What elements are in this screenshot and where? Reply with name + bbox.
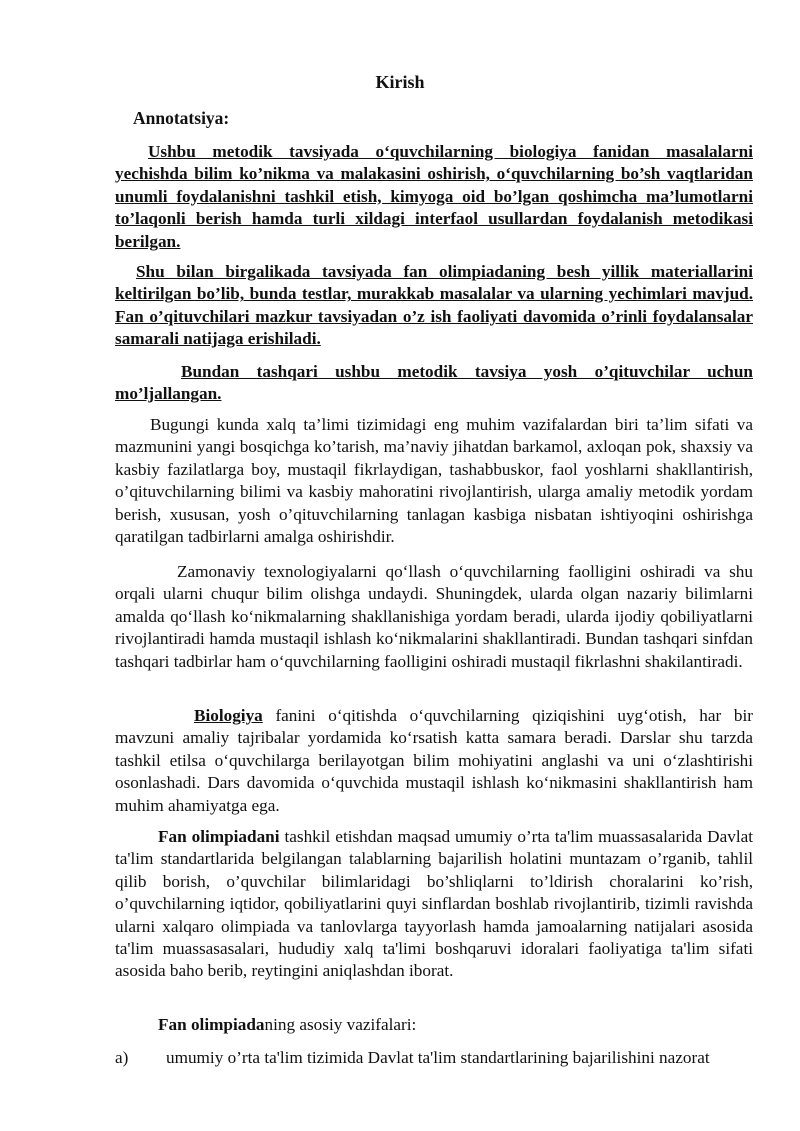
annotation-paragraph-1: Ushbu metodik tavsiyada o‘quvchilarning biologiya fanidan masalalarni yechishda bilim ko’nikma va malakasini oshirish, o‘quvchilarning bo’sh vaqtlaridan unumli foydalanishni tashkil etish, kimyoga oid bo’lgan qoshimcha ma’lumotlarni to’laqonli berish hamda turli xildagi interfaol usullardan foydalanish metodikasi berilgan. [115,142,753,251]
body-paragraph-1: Bugungi kunda xalq ta’limi tizimidagi eng muhim vazifalardan biri ta’lim sifati va mazmunini yangi bosqichga ko’tarish, ma’naviy jihatdan barkamol, axloqan pok, shaxsiy va kasbiy fazilatlarga boy, mustaqil fikrlaydigan, tashabbuskor, faol yoshlarni shakllantirish, o’qituvchilarning bilimi va kasbiy mahoratini rivojlantirish, ularga amaliy metodik yordam berish, xususan, yosh o’qituvchilarning tanlagan kasbiga nisbatan ishtiyoqini oshirishga qaratilgan tadbirlarni amalga oshirishdir. [115,415,753,547]
body-paragraph-5 [115,1014,753,1036]
annotation-label: Annotatsiya: [133,108,230,128]
annotation-paragraph-3: Bundan tashqari ushbu metodik tavsiya yosh o’qituvchilar uchun mo’ljallangan. [115,362,753,404]
list-marker: a) [115,1048,129,1067]
body-paragraph-4 [115,826,753,983]
annotation-paragraph-2: Shu bilan birgalikada tavsiyada fan olimpiadaning besh yillik materiallarini keltirilgan bo’lib, bunda testlar, murakkab masalalar va ularning yechimlari mavjud. Fan o’qituvchilari mazkur tavsiyadan o’z ish faoliyati davomida o’rinli foydalansalar samarali natijaga erishiladi. [115,262,753,349]
list-item [115,1047,755,1069]
fan-olimpiadani-term: Fan olimpiadani [158,827,280,846]
body-paragraph-3 [115,705,753,817]
fan-olimpiada-term: Fan olimpiada [158,1015,265,1034]
body-paragraph-3-text: fanini o‘qitishda o‘quvchilarning qiziqishini uyg‘otish, har bir mavzuni amaliy tajribalar yordamida ko‘rsatish katta samara beradi. Darslar shu tarzda tashkil etilsa o‘quvchilarga berilayotgan bilim mohiyatini anglashi va uni o‘zlashtirishi osonlashadi. Dars davomida o‘quvchida mustaqil ishlash ko‘nikmasini shakllantirish ham muhim ahamiyatga ega. [115,706,753,815]
document-title: Kirish [375,72,425,92]
body-paragraph-4-text: tashkil etishdan maqsad umumiy o’rta ta'lim muassasalarida Davlat ta'lim standartlarida belgilangan talablarning bajarilish holatini muntazam o’rganib, tahlil qilib borish, o’quvchilar bilimlaridagi bo’shliqlarni to’ldirish choralarini ko’rish, o’quvchilarning iqtidor, qobiliyatlarini quyi sinflardan boshlab rivojlantirib, tizimli ravishda ularni xalqaro olimpiada va tanlovlarga tayyorlash hamda jamoalarning natijalari asosida ta'lim muassasasalari, hududiy xalq ta'limi boshqaruvi idoralari faoliyatiga ta'lim sifati asosida baho berib, reytingini aniqlashdan iborat. [115,827,754,981]
list-item-text: umumiy o’rta ta'lim tizimida Davlat ta'lim standartlarining bajarilishini nazorat [166,1048,710,1067]
body-paragraph-5-text: ning asosiy vazifalari: [264,1015,417,1034]
body-paragraph-2: Zamonaviy texnologiyalarni qo‘llash o‘quvchilarning faolligini oshiradi va shu orqali ularni chuqur bilim olishga undaydi. Shuningdek, ularda olgan nazariy bilimlarni amalda qo‘llash ko‘nikmalarning shakllanishiga yordam beradi, ularda ijodiy qobiliyatlarni rivojlantiradi hamda mustaqil ishlash ko‘nikmalarini shakllantiradi. Bundan tashqari sinfdan tashqari tadbirlar ham o‘quvchilarning faolligini oshiradi mustaqil fikrlashni shakilantiradi. [115,562,753,671]
biologiya-term: Biologiya [194,706,263,725]
